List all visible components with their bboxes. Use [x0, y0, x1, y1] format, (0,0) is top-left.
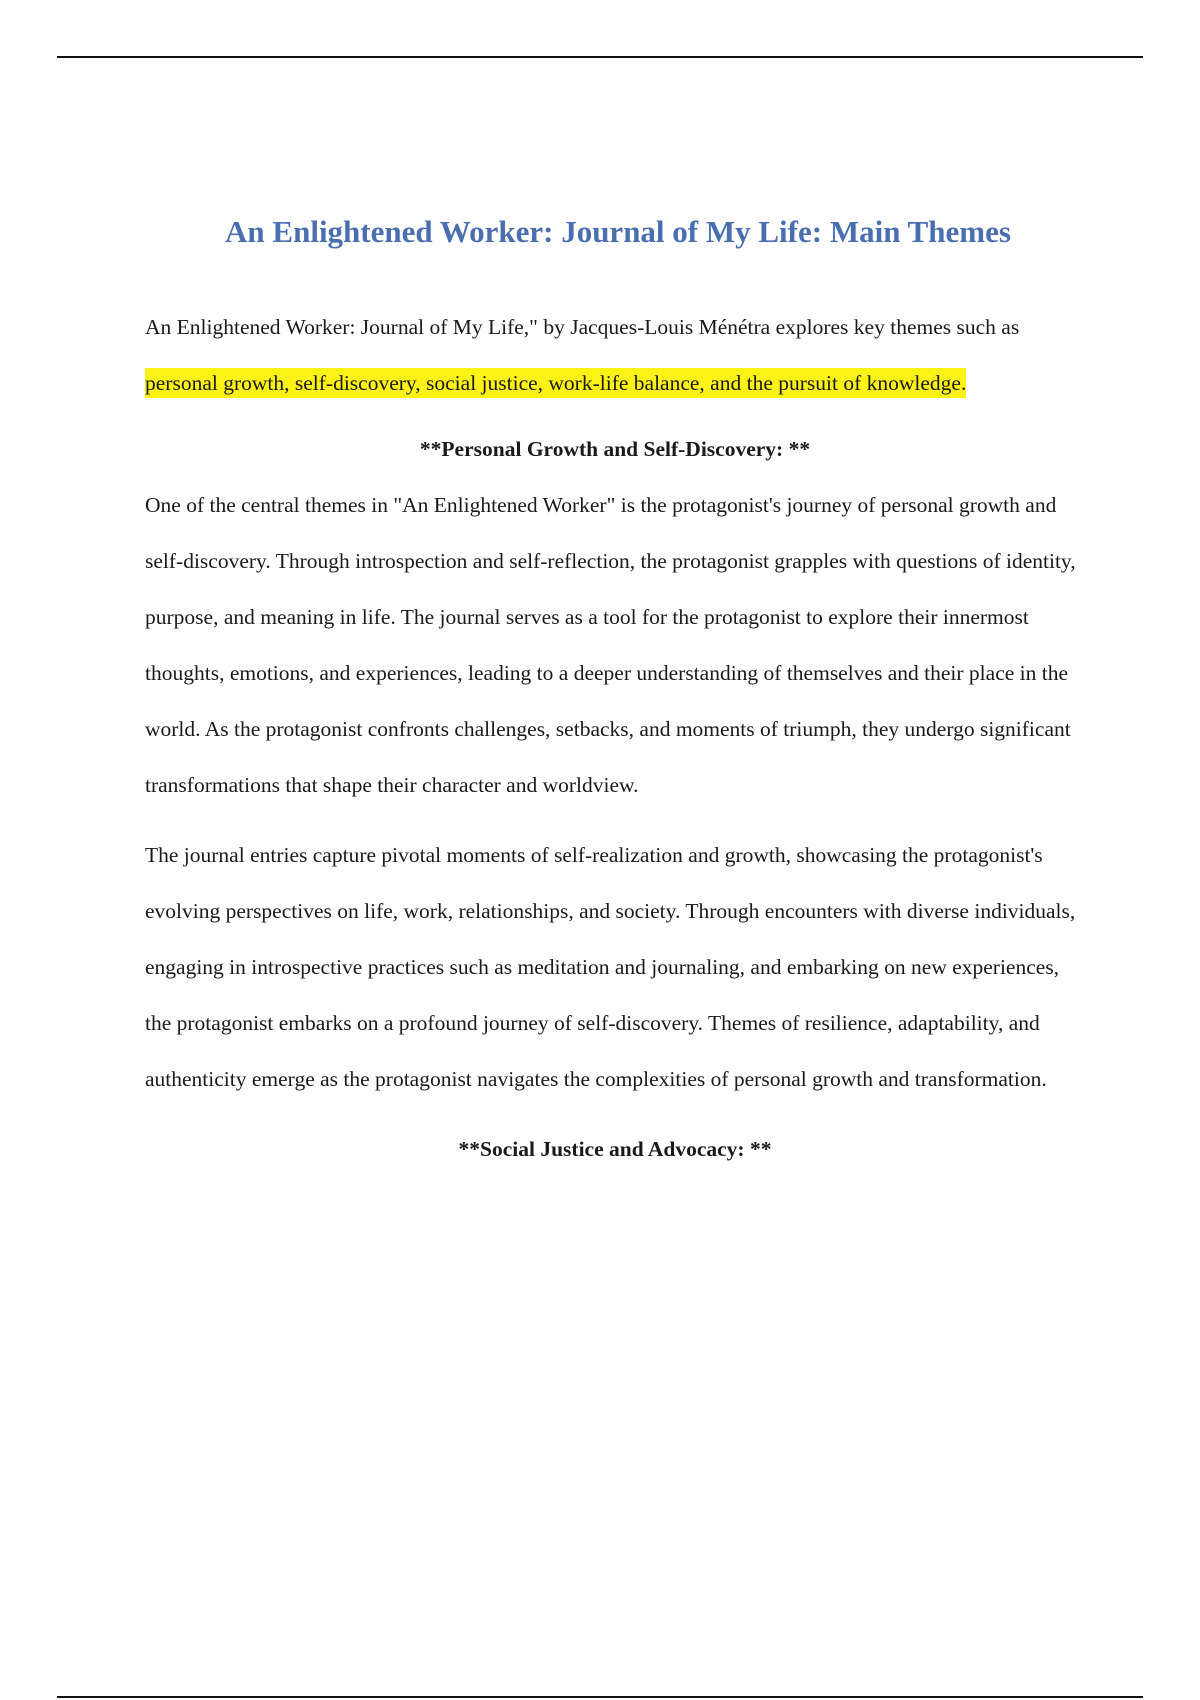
intro-paragraph	[145, 299, 1085, 411]
intro-text: An Enlightened Worker: Journal of My Life," by Jacques-Louis Ménétra explores key themes such as	[145, 315, 1020, 339]
section-heading-social-justice: **Social Justice and Advocacy: **	[458, 1137, 772, 1161]
section-heading-personal-growth: **Personal Growth and Self-Discovery: **	[419, 437, 811, 461]
page-title: An Enlightened Worker: Journal of My Life: Main Themes	[225, 214, 1011, 249]
body-paragraph: The journal entries capture pivotal moments of self-realization and growth, showcasing the protagonist's evolving perspectives on life, work, relationships, and society. Through encounters with diverse individuals, engaging in introspective practices such as meditation and journaling, and embarking on new experiences, the protagonist embarks on a profound journey of self-discovery. Themes of resilience, adaptability, and authenticity emerge as the protagonist navigates the complexities of personal growth and transformation.	[145, 843, 1076, 1091]
document-body	[145, 299, 1085, 1177]
bottom-rule	[57, 1696, 1143, 1698]
highlighted-text: personal growth, self-discovery, social justice, work-life balance, and the pursuit of knowledge.	[145, 368, 966, 398]
top-rule	[57, 56, 1143, 58]
body-paragraph: One of the central themes in "An Enlightened Worker" is the protagonist's journey of personal growth and self-discovery. Through introspection and self-reflection, the protagonist grapples with questions of identity, purpose, and meaning in life. The journal serves as a tool for the protagonist to explore their innermost thoughts, emotions, and experiences, leading to a deeper understanding of themselves and their place in the world. As the protagonist confronts challenges, setbacks, and moments of triumph, they undergo significant transformations that shape their character and worldview.	[145, 493, 1076, 797]
